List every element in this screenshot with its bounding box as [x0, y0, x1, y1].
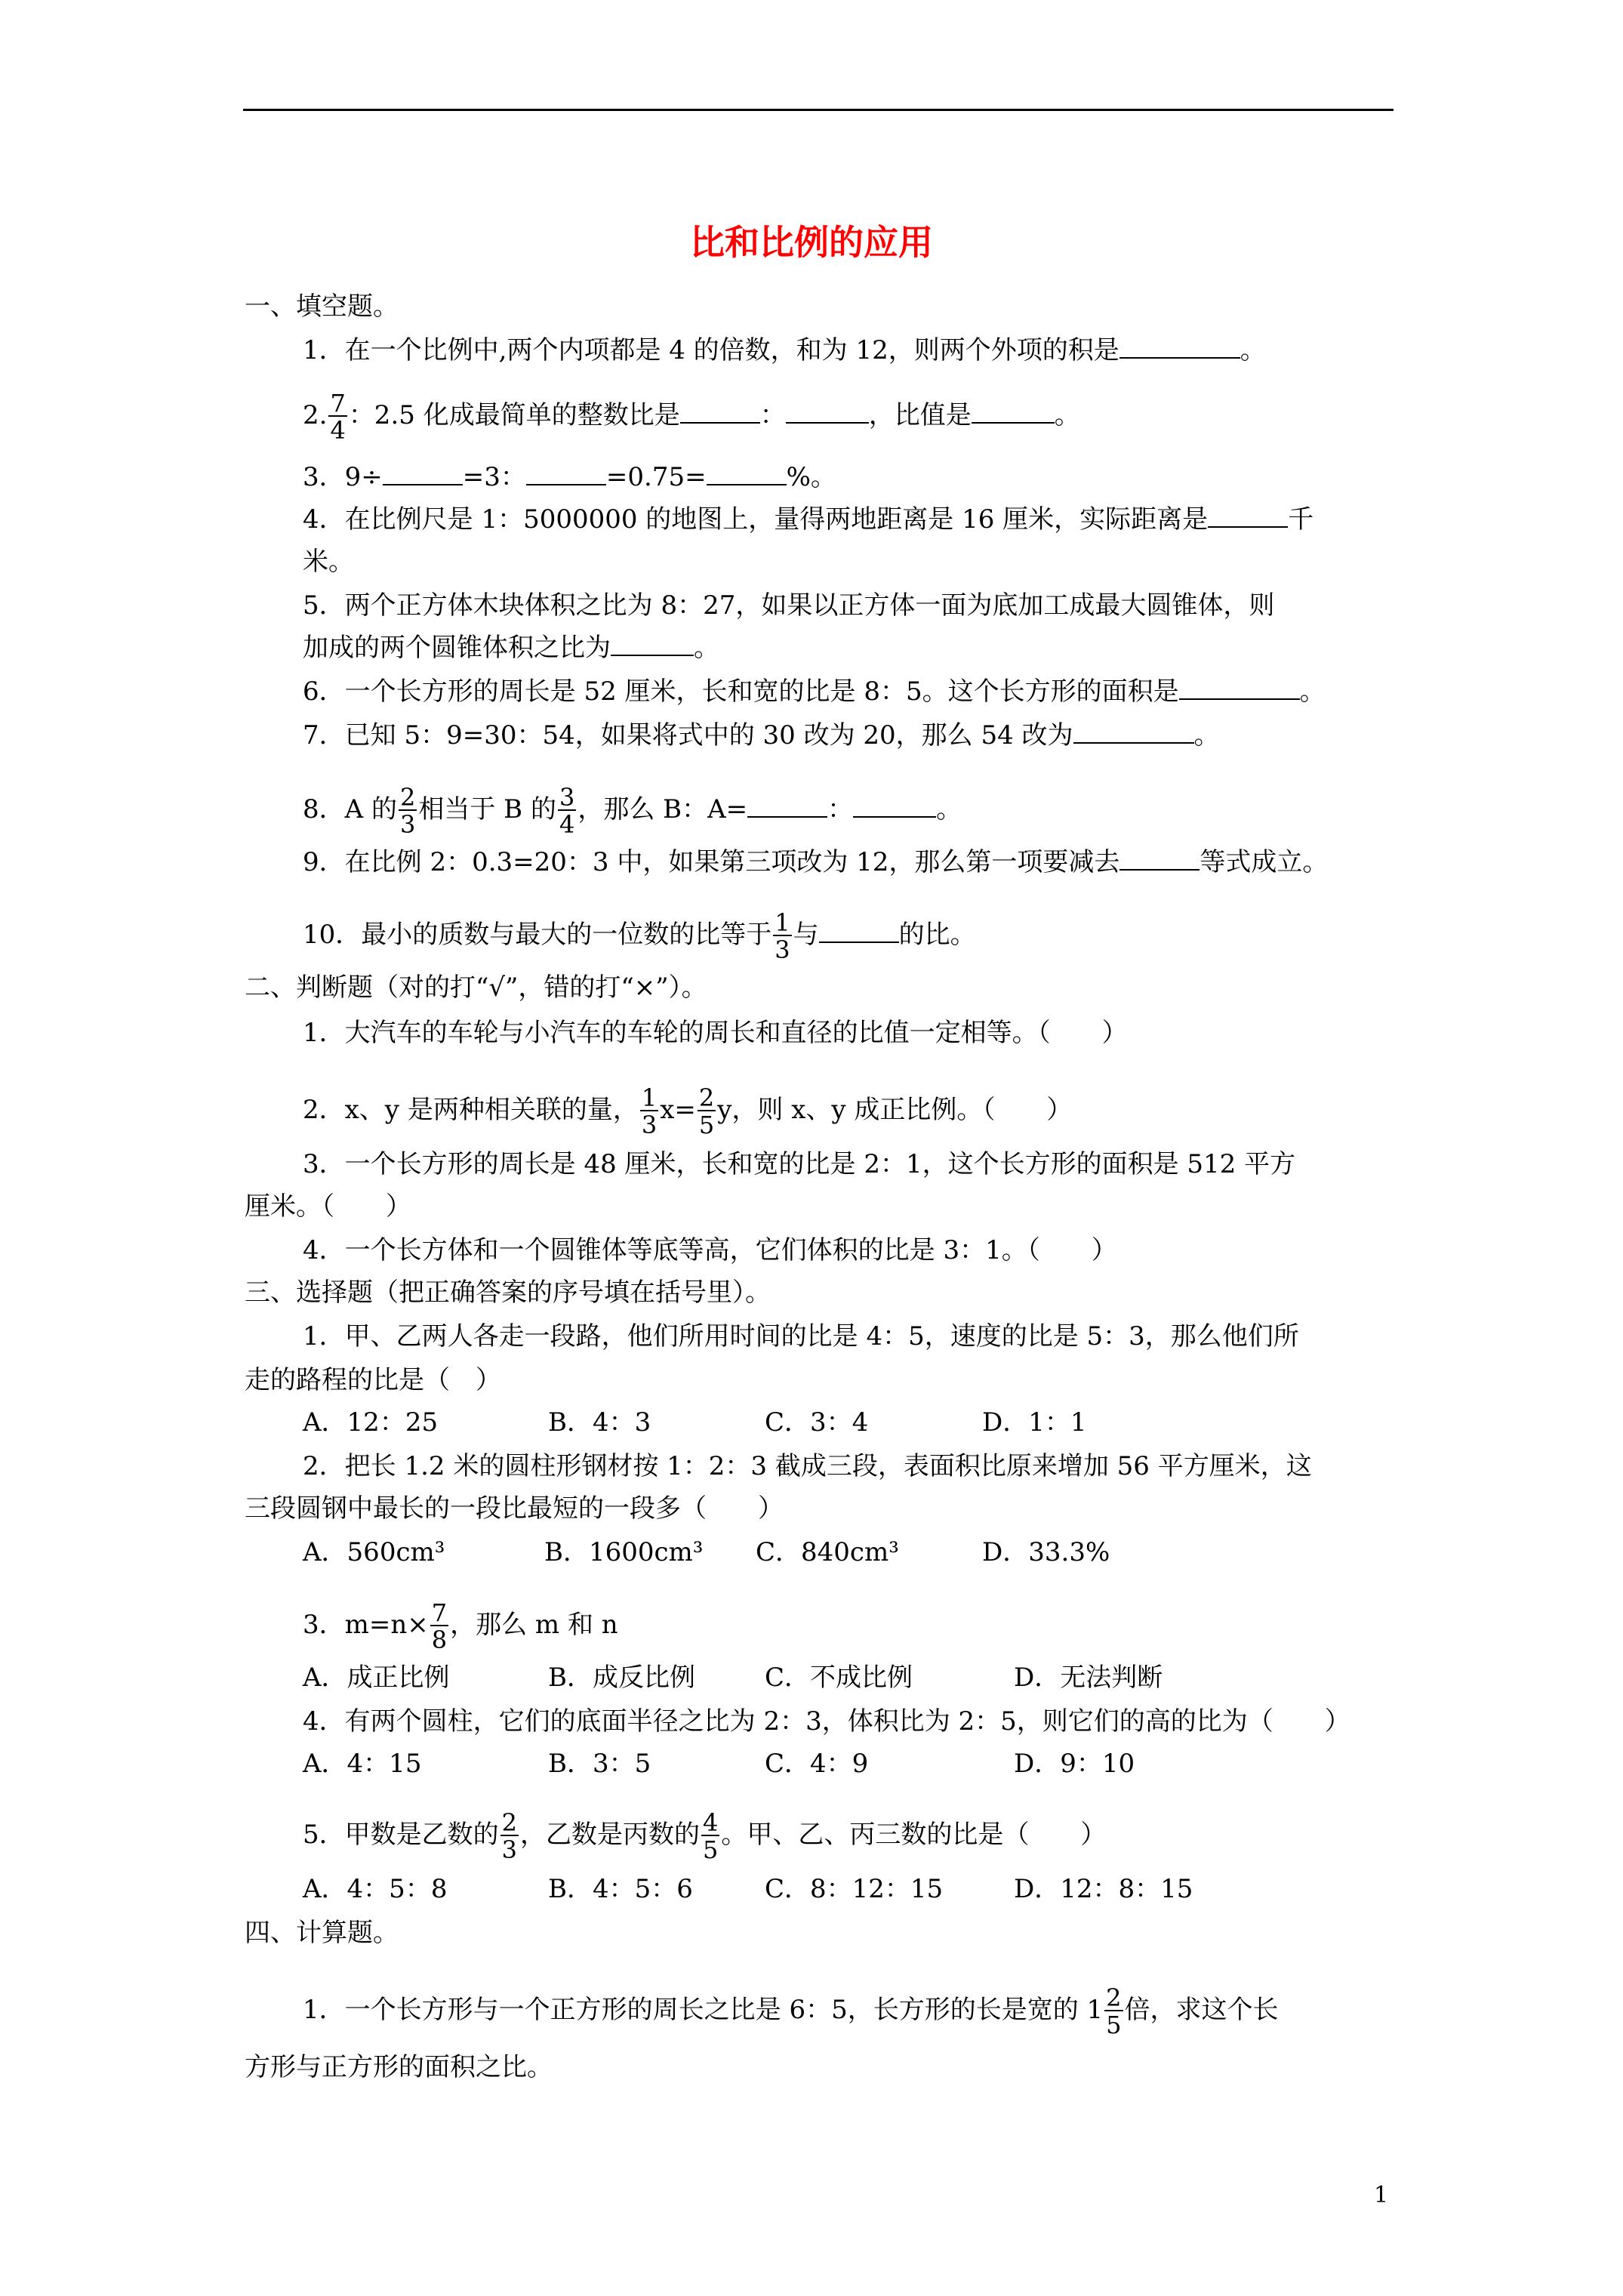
- judge-question-3: 3．一个长方形的周长是 48 厘米，长和宽的比是 2：1，这个长方形的面积是 512 平方: [303, 1149, 1296, 1179]
- option-b[interactable]: B．成反比例: [548, 1663, 695, 1693]
- judge-question-3-cont: 厘米。（ ）: [245, 1191, 411, 1222]
- option-d[interactable]: D．无法判断: [1014, 1663, 1163, 1693]
- option-c[interactable]: C．4：9: [765, 1749, 869, 1779]
- choice-options-1: [303, 1406, 1360, 1439]
- answer-blank[interactable]: [972, 399, 1055, 424]
- fraction: $\frac{2}{5}$: [698, 1083, 715, 1139]
- fill-question-6: 6．一个长方形的周长是 52 厘米，长和宽的比是 8：5。这个长方形的面积是 。: [303, 676, 1326, 707]
- fill-question-3: 3．9÷ =3： =0.75= %。: [303, 462, 836, 492]
- option-c[interactable]: C．840cm³: [756, 1537, 899, 1567]
- calc-question-1: 1．一个长方形与一个正方形的周长之比是 6：5，长方形的长是宽的 1 $\frac{2}{5}$ 倍，求这个长: [303, 1983, 1279, 2039]
- answer-blank[interactable]: [747, 794, 827, 818]
- fill-question-4: 4．在比例尺是 1：5000000 的地图上，量得两地距离是 16 厘米，实际距离是 千: [303, 504, 1314, 535]
- section-heading-calc: 四、计算题。: [245, 1918, 399, 1948]
- answer-blank[interactable]: [611, 632, 694, 656]
- option-a[interactable]: A．12：25: [303, 1407, 439, 1438]
- choice-options-3: [303, 1661, 1360, 1694]
- calc-question-1-cont: 方形与正方形的面积之比。: [245, 2052, 553, 2082]
- choice-options-5: [303, 1872, 1360, 1906]
- fraction: $\frac{2}{3}$: [501, 1808, 517, 1864]
- fill-question-8: 8．A 的 $\frac{2}{3}$ 相当于 B 的 $\frac{3}{4}$ ，那么 B：A= ： 。: [303, 783, 962, 839]
- fraction: $\frac{3}{4}$: [559, 783, 575, 839]
- choice-question-3: 3．m=n× $\frac{7}{8}$ ，那么 m 和 n: [303, 1598, 618, 1654]
- fill-question-4-cont: 米。: [303, 547, 354, 577]
- fill-question-7: 7．已知 5：9=30：54，如果将式中的 30 改为 20，那么 54 改为 。: [303, 720, 1220, 750]
- fraction: $\frac{2}{5}$: [1106, 1983, 1122, 2039]
- fraction: $\frac{2}{3}$: [400, 783, 416, 839]
- fraction: $\frac{7}{4}$: [330, 389, 346, 445]
- option-b[interactable]: B．3：5: [548, 1749, 651, 1779]
- fraction: $\frac{4}{5}$: [703, 1808, 719, 1864]
- page-title: 比和比例的应用: [690, 222, 933, 263]
- answer-blank[interactable]: [786, 399, 869, 424]
- answer-blank[interactable]: [383, 461, 463, 485]
- choice-options-4: [303, 1747, 1360, 1780]
- option-b[interactable]: B．4：5：6: [548, 1874, 693, 1904]
- choice-question-4: 4．有两个圆柱，它们的底面半径之比为 2：3，体积比为 2：5，则它们的高的比为（ ）: [303, 1706, 1350, 1737]
- fraction: $\frac{1}{3}$: [775, 908, 790, 964]
- fraction: $\frac{1}{3}$: [641, 1083, 658, 1139]
- option-d[interactable]: D．33.3%: [982, 1537, 1110, 1567]
- section-heading-judge: 二、判断题（对的打“√”，错的打“×”）。: [245, 972, 707, 1003]
- answer-blank[interactable]: [526, 461, 606, 485]
- option-d[interactable]: D．9：10: [1014, 1749, 1135, 1779]
- judge-question-2: 2．x、y 是两种相关联的量， $\frac{1}{3}$ x= $\frac{2}{5}$ y，则 x、y 成正比例。（ ）: [303, 1083, 1073, 1139]
- answer-blank[interactable]: [1119, 334, 1240, 359]
- fill-question-2: 2. $\frac{7}{4}$ ：2.5 化成最简单的整数比是 ： ，比值是 。: [303, 389, 1080, 445]
- option-a[interactable]: A．4：5：8: [303, 1874, 448, 1904]
- option-a[interactable]: A．560cm³: [303, 1537, 445, 1567]
- fill-question-1: 1．在一个比例中,两个内项都是 4 的倍数，和为 12，则两个外项的积是 。: [303, 335, 1266, 365]
- option-c[interactable]: C．8：12：15: [765, 1874, 944, 1904]
- option-b[interactable]: B．4：3: [548, 1407, 651, 1438]
- choice-question-1: 1．甲、乙两人各走一段路，他们所用时间的比是 4：5，速度的比是 5：3，那么他们所: [303, 1321, 1299, 1351]
- choice-options-2: [303, 1536, 1360, 1569]
- answer-blank[interactable]: [680, 399, 760, 424]
- answer-blank[interactable]: [707, 461, 787, 485]
- choice-question-5: 5．甲数是乙数的 $\frac{2}{3}$ ，乙数是丙数的 $\frac{4}{5}$ 。甲、乙、丙三数的比是（ ）: [303, 1808, 1107, 1864]
- answer-blank[interactable]: [1208, 504, 1288, 528]
- answer-blank[interactable]: [819, 919, 899, 943]
- answer-blank[interactable]: [1179, 676, 1300, 700]
- fraction: $\frac{7}{8}$: [431, 1598, 448, 1654]
- judge-question-4: 4．一个长方体和一个圆锥体等底等高，它们体积的比是 3：1。（ ）: [303, 1235, 1117, 1265]
- option-b[interactable]: B．1600cm³: [544, 1537, 704, 1567]
- fill-question-5: 5．两个正方体木块体积之比为 8：27，如果以正方体一面为底加工成最大圆锥体，则: [303, 590, 1275, 621]
- option-a[interactable]: A．4：15: [303, 1749, 422, 1779]
- option-c[interactable]: C．3：4: [765, 1407, 869, 1438]
- fill-question-5-cont: 加成的两个圆锥体积之比为 。: [303, 633, 719, 663]
- judge-question-1: 1．大汽车的车轮与小汽车的车轮的周长和直径的比值一定相等。（ ）: [303, 1018, 1128, 1048]
- option-c[interactable]: C．不成比例: [765, 1663, 913, 1693]
- option-d[interactable]: D．12：8：15: [1014, 1874, 1193, 1904]
- option-a[interactable]: A．成正比例: [303, 1663, 450, 1693]
- fill-question-9: 9．在比例 2：0.3=20：3 中，如果第三项改为 12，那么第一项要减去 等式成立。: [303, 847, 1329, 877]
- choice-question-2: 2．把长 1.2 米的圆柱形钢材按 1：2：3 截成三段，表面积比原来增加 56 平方厘米，这: [303, 1451, 1312, 1481]
- answer-blank[interactable]: [1119, 846, 1200, 871]
- option-d[interactable]: D．1：1: [982, 1407, 1087, 1438]
- answer-blank[interactable]: [853, 794, 936, 818]
- answer-blank[interactable]: [1073, 720, 1194, 744]
- choice-question-2-cont: 三段圆钢中最长的一段比最短的一段多（ ）: [245, 1493, 784, 1524]
- page-number: 1: [1374, 2182, 1389, 2208]
- section-heading-choice: 三、选择题（把正确答案的序号填在括号里）。: [245, 1277, 771, 1308]
- section-heading-fill-in: 一、填空题。: [245, 291, 399, 322]
- header-rule: [243, 109, 1394, 111]
- fill-question-10: 10．最小的质数与最大的一位数的比等于 $\frac{1}{3}$ 与 的比。: [303, 908, 976, 964]
- choice-question-1-cont: 走的路程的比是（ ）: [245, 1365, 501, 1395]
